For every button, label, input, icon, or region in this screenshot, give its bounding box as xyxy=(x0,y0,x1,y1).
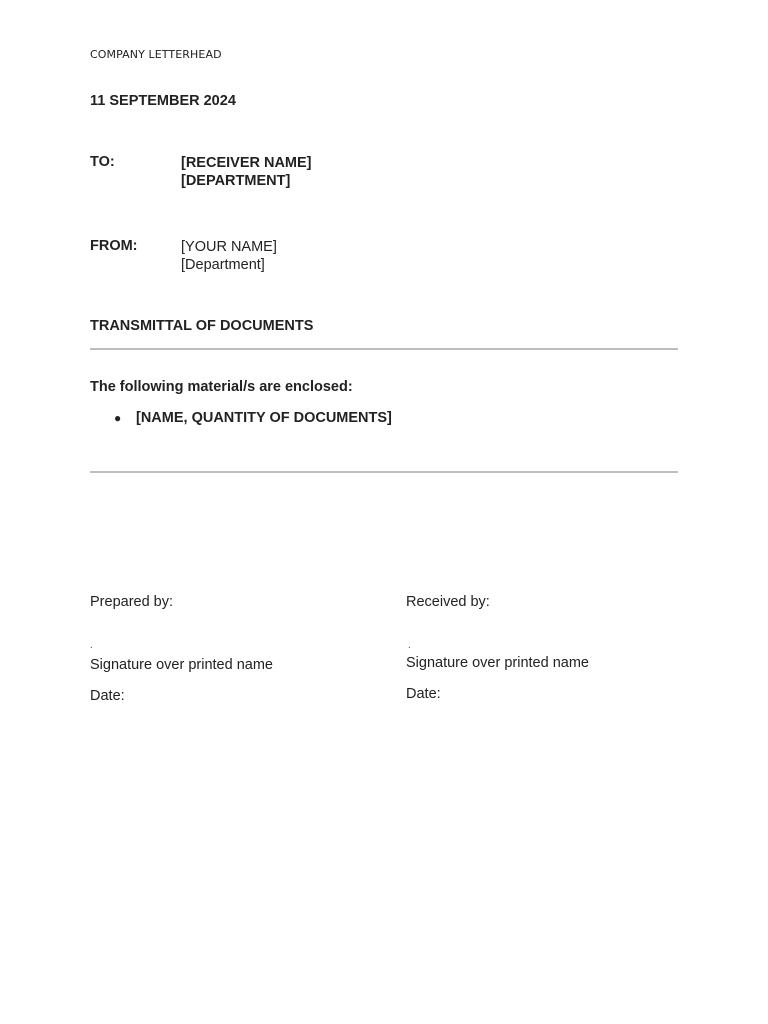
enclosures-intro: The following material/s are enclosed: xyxy=(90,379,353,395)
document-date: 11 SEPTEMBER 2024 xyxy=(90,93,236,109)
received-by-label: Received by: xyxy=(406,594,490,610)
to-label: TO: xyxy=(90,154,115,170)
top-divider xyxy=(90,348,678,350)
receiver-name: [RECEIVER NAME] xyxy=(181,155,312,171)
prepared-signature-line: . xyxy=(90,640,93,651)
prepared-date-label: Date: xyxy=(90,688,125,704)
received-date-label: Date: xyxy=(406,686,441,702)
enclosure-list-item xyxy=(114,410,392,426)
sender-name: [YOUR NAME] xyxy=(181,239,277,255)
from-label: FROM: xyxy=(90,238,138,254)
received-signature-caption: Signature over printed name xyxy=(406,655,589,671)
bullet-icon: ● xyxy=(114,411,122,425)
prepared-signature-caption: Signature over printed name xyxy=(90,657,273,673)
sender-department: [Department] xyxy=(181,257,265,273)
company-letterhead: COMPANY LETTERHEAD xyxy=(90,48,222,61)
receiver-department: [DEPARTMENT] xyxy=(181,173,291,189)
prepared-by-label: Prepared by: xyxy=(90,594,174,610)
bottom-divider xyxy=(90,471,678,473)
enclosure-item-text: [NAME, QUANTITY OF DOCUMENTS] xyxy=(136,410,392,426)
document-subject: TRANSMITTAL OF DOCUMENTS xyxy=(90,318,314,334)
received-signature-line: . xyxy=(408,640,411,651)
